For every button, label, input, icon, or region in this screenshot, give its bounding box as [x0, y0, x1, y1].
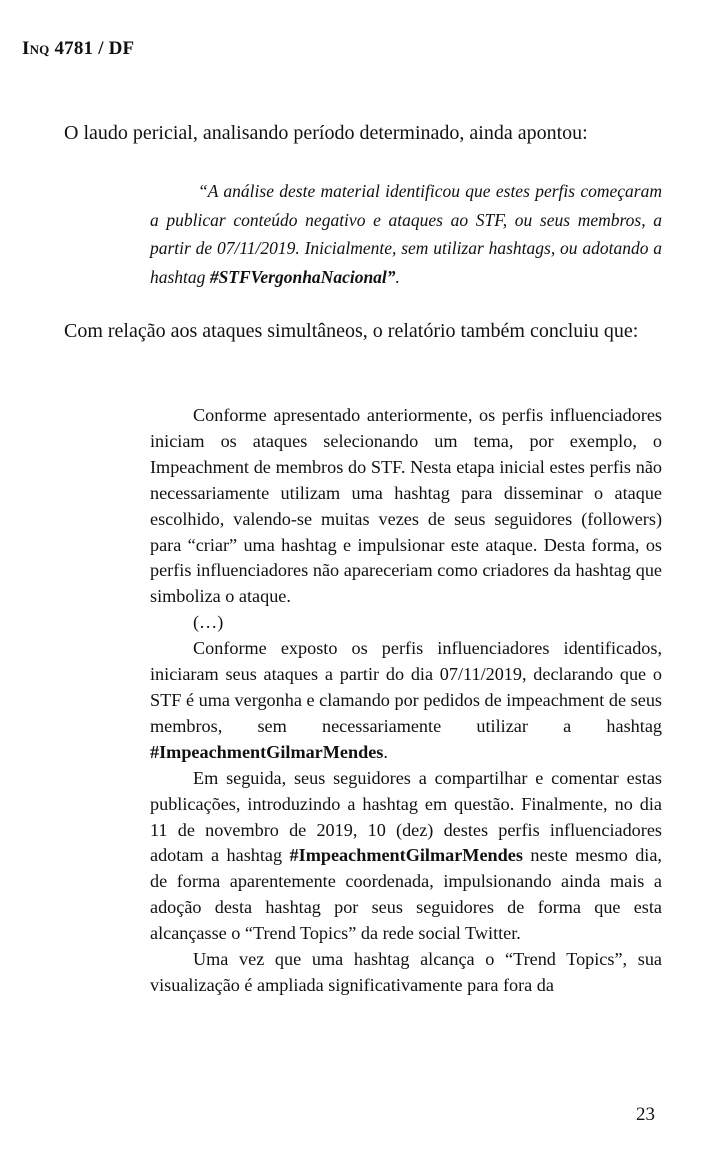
- block-paragraph-2-hashtag: #ImpeachmentGilmarMendes: [150, 741, 384, 762]
- block-paragraph-2-end: .: [383, 741, 388, 762]
- expert-report-quote: [150, 177, 662, 291]
- block-paragraph-3: [150, 766, 662, 947]
- block-paragraph-2: [150, 636, 662, 766]
- block-paragraph-3-end: neste mesmo dia, de forma aparentemente coordenada, impulsionando ainda mais a adoção desta hashtag por seus seguidores de forma que esta alcançasse o “Trend Topics” da rede social Twitter.: [150, 845, 662, 944]
- page-number: 23: [636, 1104, 655, 1125]
- block-paragraph-2-text: Conforme exposto os perfis influenciadores identificados, iniciaram seus ataques a partir do dia 07/11/2019, declarando que o STF é uma vergonha e clamando por pedidos de impeachment de seus membros, sem necessariamente utilizar a hashtag: [150, 638, 662, 736]
- quote-end: .: [395, 266, 400, 287]
- intro-paragraph: O laudo pericial, analisando período determinado, ainda apontou:: [64, 122, 588, 144]
- block-paragraph-1: Conforme apresentado anteriormente, os perfis influenciadores iniciam os ataques selecionando um tema, por exemplo, o Impeachment de membros do STF. Nesta etapa inicial estes perfis não necessariamente utilizam uma hashtag para disseminar o ataque escolhido, valendo-se muitas vezes de seus seguidores (followers) para “criar” uma hashtag e impulsionar este ataque. Desta forma, os perfis influenciadores não apareceriam como criadores da hashtag que simboliza o ataque.: [150, 405, 662, 607]
- quote-text: “A análise deste material identificou que estes perfis começaram a publicar conteúdo negativo e ataques ao STF, ou seus membros, a partir de 07/11/2019. Inicialmente, sem utilizar hashtags, ou adotando a hashtag: [150, 181, 662, 287]
- case-reference-header: Inq 4781 / DF: [22, 38, 135, 59]
- block-paragraph-3-text: Em seguida, seus seguidores a compartilhar e comentar estas publicações, introduzindo a hashtag em questão. Finalmente, no dia 11 de novembro de 2019, 10 (dez) destes perfis influenciadores adotam a hashtag: [150, 767, 662, 866]
- block-paragraph-4: Uma vez que uma hashtag alcança o “Trend Topics”, sua visualização é ampliada significativamente para fora da: [150, 949, 662, 995]
- simultaneous-attacks-paragraph: Com relação aos ataques simultâneos, o relatório também concluiu que:: [64, 320, 639, 342]
- quote-hashtag: #STFVergonhaNacional”: [209, 266, 396, 287]
- block-paragraph-3-hashtag: #ImpeachmentGilmarMendes: [289, 845, 523, 866]
- report-block-quote: [150, 403, 662, 999]
- block-ellipsis: (…): [193, 612, 224, 633]
